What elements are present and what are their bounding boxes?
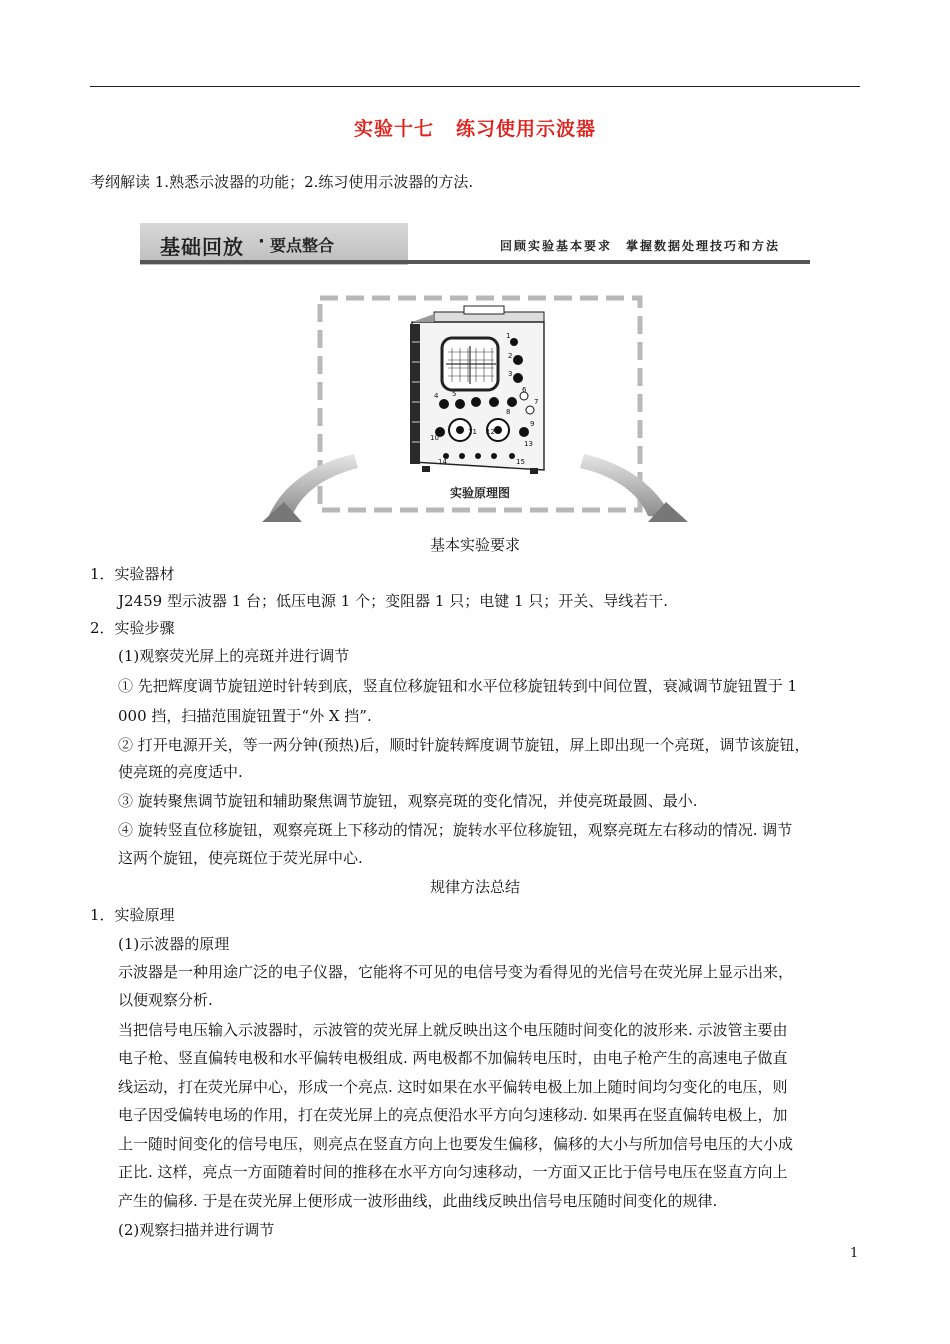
dial-number: 1 <box>506 332 511 340</box>
banner-dot: · <box>258 231 265 252</box>
list-item: 2．实验步骤 <box>90 619 175 637</box>
list-item: 1．实验器材 <box>90 565 175 583</box>
list-item: 电子枪、竖直偏转电极和水平偏转电极组成. 两电极都不加偏转电压时，由电子枪产生的高速电子做直 <box>118 1049 788 1067</box>
page-number: 1 <box>850 1246 859 1261</box>
dial-number: 3 <box>508 370 513 378</box>
banner-sub: 要点整合 <box>270 236 335 255</box>
list-item: 产生的偏移. 于是在荧光屏上便形成一波形曲线，此曲线反映出信号电压随时间变化的规律. <box>118 1192 718 1210</box>
dial-number: 9 <box>530 420 535 428</box>
list-item: 这两个旋钮，使亮斑位于荧光屏中心. <box>118 849 363 867</box>
title-part1: 实验十七 <box>353 118 434 140</box>
list-item: 上一随时间变化的信号电压，则亮点在竖直方向上也要发生偏移，偏移的大小与所加信号电压的大小成 <box>118 1135 794 1153</box>
list-item: 以便观察分析. <box>118 991 213 1009</box>
list-item: ② 打开电源开关，等一两分钟(预热)后，顺时针旋转辉度调节旋钮，屏上即出现一个亮斑，调节该旋钮， <box>118 736 810 754</box>
dial-number: 10 <box>430 434 439 442</box>
list-item: 正比. 这样，亮点一方面随着时间的推移在水平方向匀速移动，一方面又正比于信号电压在竖直方向上 <box>118 1163 788 1181</box>
banner-main: 基础回放 <box>160 235 244 259</box>
dial-number: 12 <box>486 428 495 436</box>
list-item: (1)示波器的原理 <box>118 935 230 953</box>
list-item: 电子因受偏转电场的作用，打在荧光屏上的亮点便沿水平方向匀速移动. 如果再在竖直偏转电极上，加 <box>118 1106 788 1124</box>
dial-number: 7 <box>534 398 539 406</box>
section1-heading: 基本实验要求 <box>429 536 520 554</box>
title-part2: 练习使用示波器 <box>456 118 597 140</box>
section2-heading: 规律方法总结 <box>429 878 520 896</box>
list-item: ① 先把辉度调节旋钮逆时针转到底，竖直位移旋钮和水平位移旋钮转到中间位置，衰减调节旋钮置于 1 <box>118 677 798 695</box>
list-item: 1．实验原理 <box>90 906 175 924</box>
dial-number: 11 <box>468 428 477 436</box>
dial-number: 15 <box>516 458 525 466</box>
dial-number: 13 <box>524 440 533 448</box>
list-item: J2459 型示波器 1 台；低压电源 1 个；变阻器 1 只；电键 1 只；开关、导线若干. <box>118 592 669 610</box>
intro-text: 考纲解读 1.熟悉示波器的功能；2.练习使用示波器的方法. <box>90 173 474 191</box>
dial-number: 2 <box>508 352 513 360</box>
dial-number: 6 <box>522 386 527 394</box>
list-item: ③ 旋转聚焦调节旋钮和辅助聚焦调节旋钮，观察亮斑的变化情况，并使亮斑最圆、最小. <box>118 792 698 810</box>
page-title <box>0 114 950 141</box>
banner-tagline: 回顾实验基本要求 掌握数据处理技巧和方法 <box>500 239 781 253</box>
list-item: (1)观察荧光屏上的亮斑并进行调节 <box>118 647 350 665</box>
list-item: ④ 旋转竖直位移旋钮，观察亮斑上下移动的情况；旋转水平位移旋钮，观察亮斑左右移动的情况. 调节 <box>118 821 793 839</box>
list-item: 当把信号电压输入示波器时，示波管的荧光屏上就反映出这个电压随时间变化的波形来. 示波管主要由 <box>118 1021 788 1039</box>
list-item: 线运动，打在荧光屏中心，形成一个亮点. 这时如果在水平偏转电极上加上随时间均匀变化的电压，则 <box>118 1078 788 1096</box>
oscilloscope-figure <box>262 292 688 524</box>
figure-caption: 实验原理图 <box>450 486 511 500</box>
dial-number: 14 <box>438 458 447 466</box>
section-banner <box>140 223 810 265</box>
list-item: 000 挡，扫描范围旋钮置于“外 X 挡”. <box>118 707 372 725</box>
dial-number: 8 <box>506 408 511 416</box>
list-item: 示波器是一种用途广泛的电子仪器，它能将不可见的电信号变为看得见的光信号在荧光屏上显示出来， <box>118 963 794 981</box>
header-rule <box>90 86 860 87</box>
list-item: (2)观察扫描并进行调节 <box>118 1221 275 1239</box>
list-item: 使亮斑的亮度适中. <box>118 763 243 781</box>
dial-number: 4 <box>434 392 439 400</box>
dial-number: 5 <box>452 390 457 398</box>
